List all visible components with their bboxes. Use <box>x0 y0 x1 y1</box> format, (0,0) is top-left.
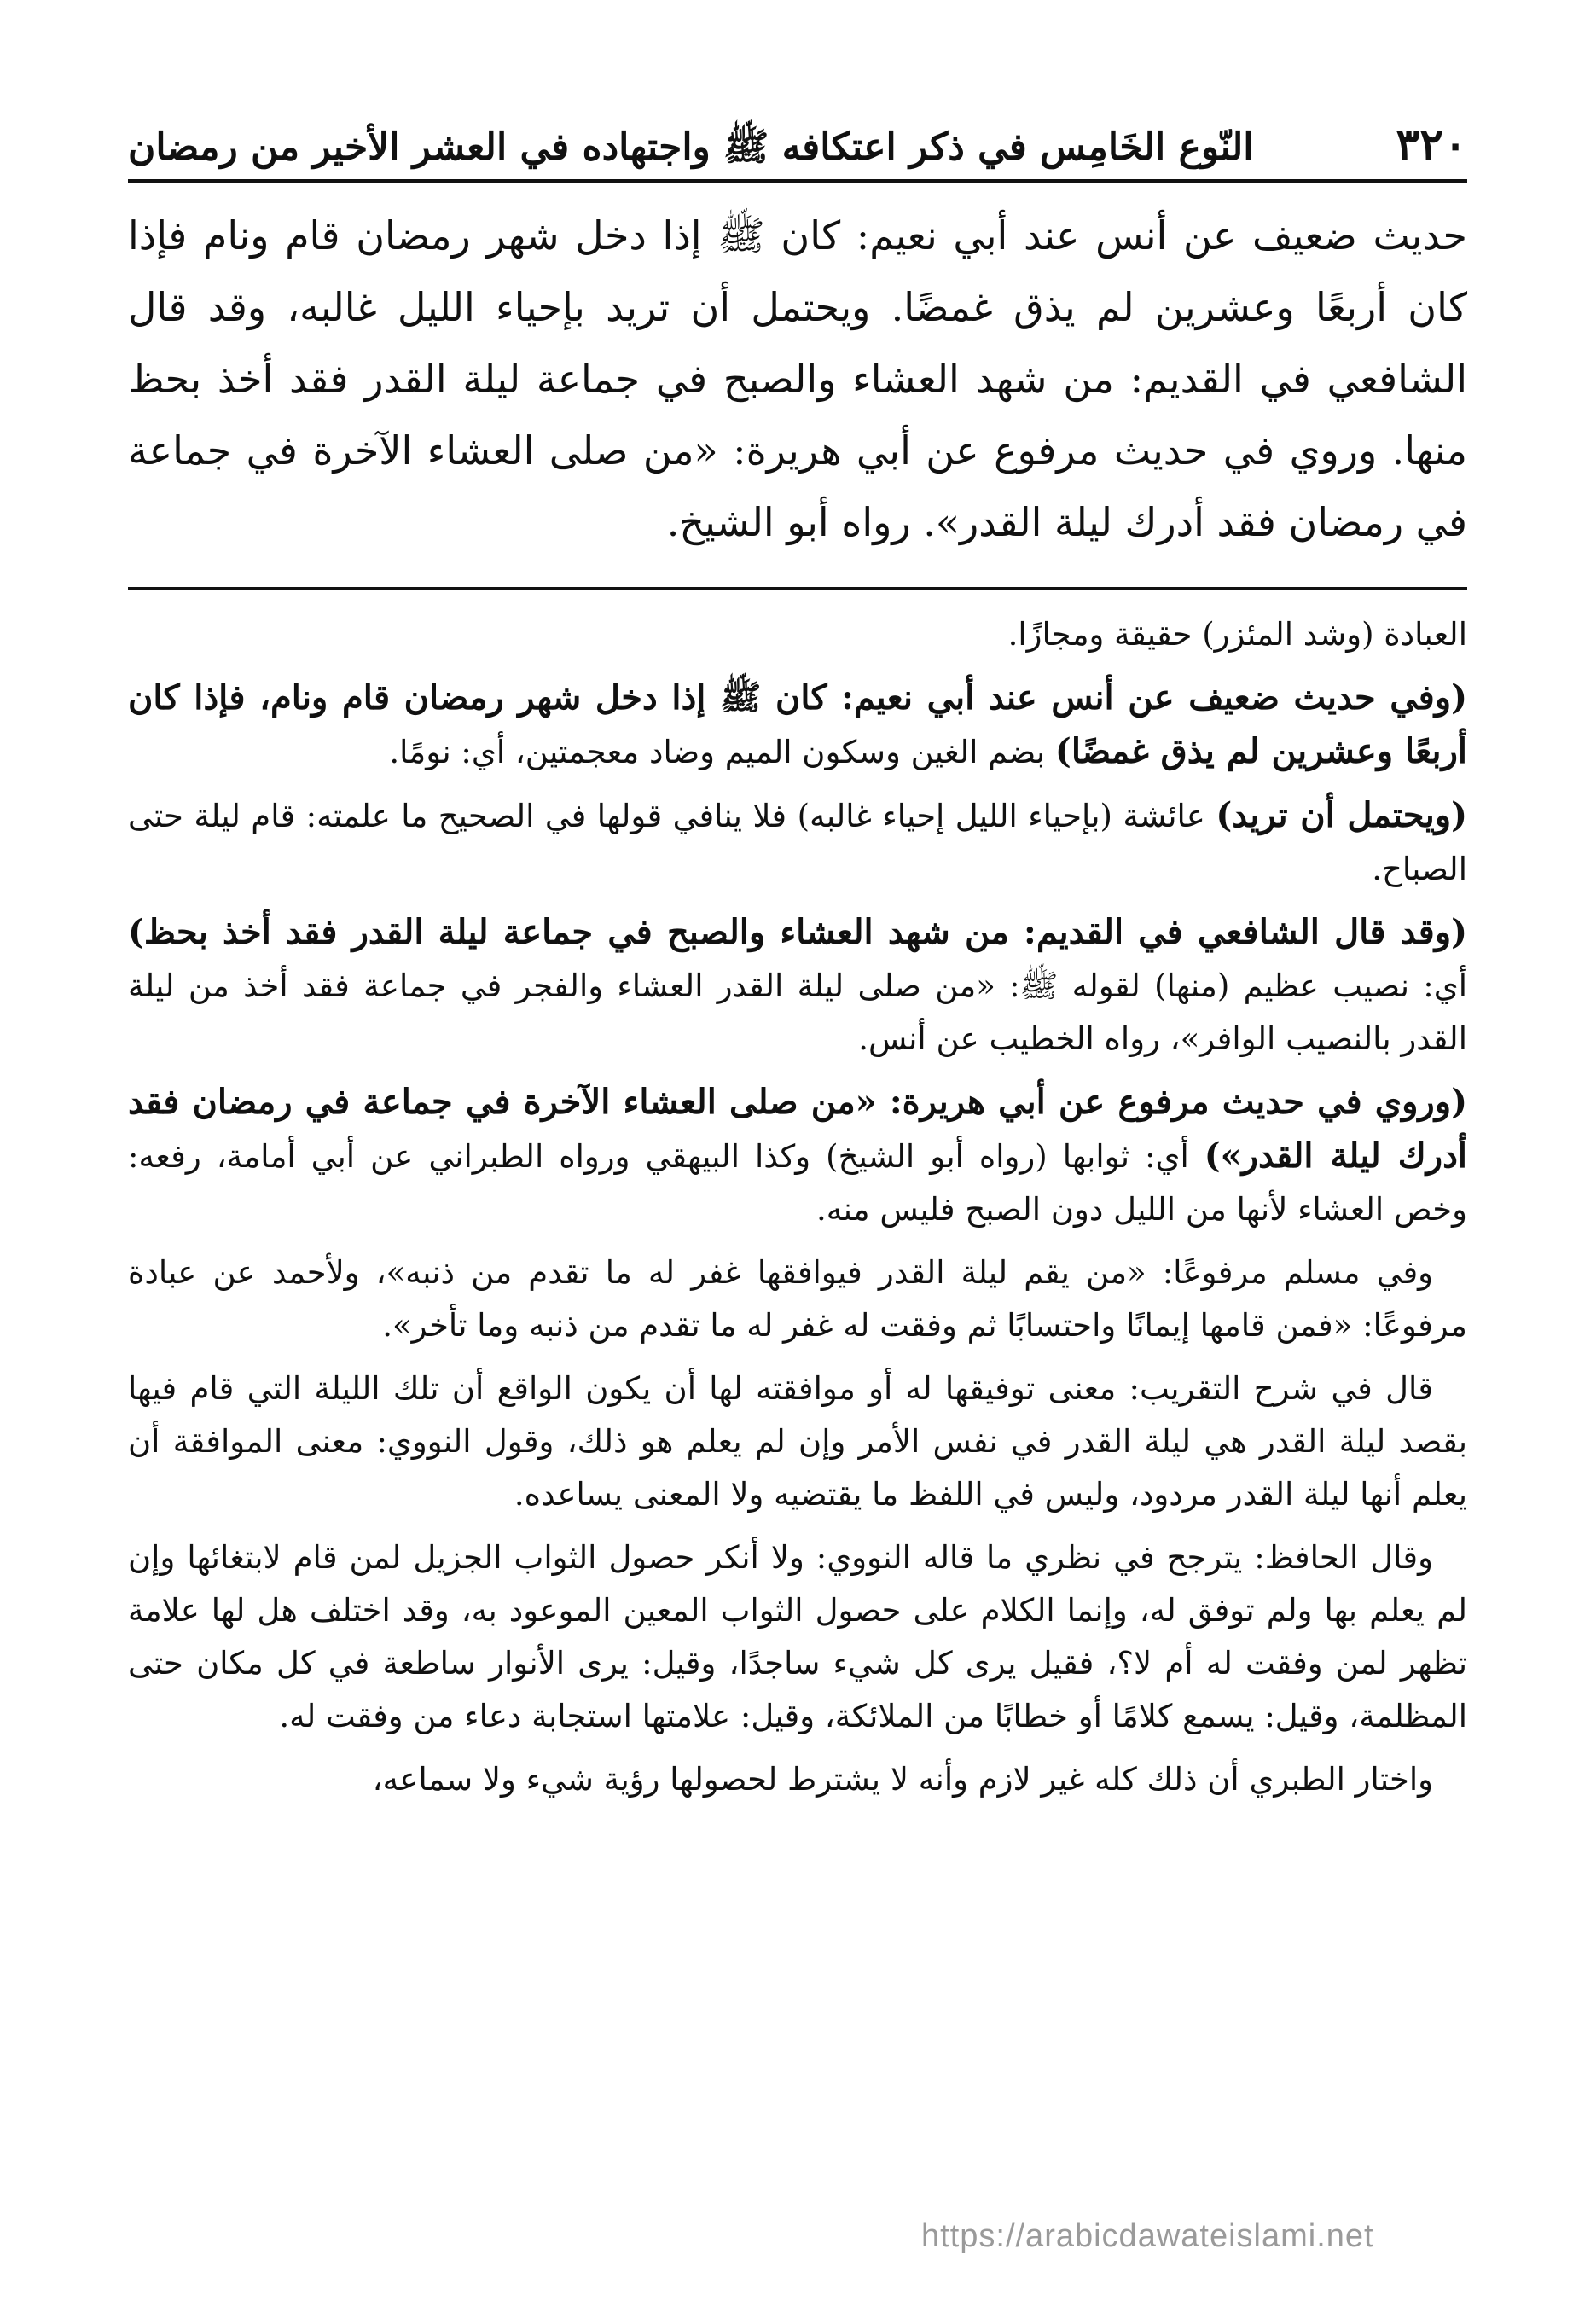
book-page <box>128 111 1467 1816</box>
commentary-paragraph: قال في شرح التقريب: معنى توفيقها له أو موافقته لها أن يكون الواقع أن تلك الليلة التي قام فيها بقصد ليلة القدر هي ليلة القدر في نفس الأمر وإن لم يعلم هو ذلك، وقول النووي: معنى الموافقة أن يعلم أنها ليلة القدر مردود، وليس في اللفظ ما يقتضيه ولا المعنى يساعده. <box>128 1370 1467 1513</box>
commentary-paragraph: (وقد قال الشافعي في القديم: من شهد العشاء والصبح في جماعة ليلة القدر فقد أخذ بحظ) أي: نصيب عظيم (منها) لقوله ﷺ: «من صلى ليلة القدر العشاء والفجر في جماعة فقد أخذ من ليلة القدر بالنصيب الوافر»، رواه الخطيب عن أنس. <box>128 912 1467 1057</box>
page-number: ٣٢٠ <box>1396 119 1467 171</box>
commentary-paragraph: وفي مسلم مرفوعًا: «من يقم ليلة القدر فيوافقها غفر له ما تقدم من ذنبه»، ولأحمد عن عبادة مرفوعًا: «فمن قامها إيمانًا واحتسابًا ثم وفقت له غفر له ما تقدم من ذنبه وما تأخر». <box>128 1254 1467 1344</box>
separator-line <box>128 587 1467 590</box>
commentary-paragraph: وقال الحافظ: يترجح في نظري ما قاله النووي: ولا أنكر حصول الثواب الجزيل لمن قام لابتغائها وإن لم يعلم بها ولم توفق له، وإنما الكلام على حصول الثواب المعين الموعود به، وقد اختلف هل لها علامة تظهر لمن وفقت له أم لا؟، فقيل يرى كل شيء ساجدًا، وقيل: يرى الأنوار ساطعة في كل مكان حتى المظلمة، وقيل: يسمع كلامًا أو خطابًا من الملائكة، وقيل: علامتها استجابة دعاء من وفقت له. <box>128 1539 1467 1734</box>
watermark-url: https://arabicdawateislami.net <box>921 2218 1374 2254</box>
commentary <box>128 608 1467 1806</box>
commentary-paragraph: (وروي في حديث مرفوع عن أبي هريرة: «من صلى العشاء الآخرة في جماعة في رمضان فقد أدرك ليلة القدر») أي: ثوابها (رواه أبو الشيخ) وكذا البيهقي ورواه الطبراني عن أبي أمامة، رفعه: وخص العشاء لأنها من الليل دون الصبح فليس منه. <box>128 1082 1468 1228</box>
commentary-paragraph: واختار الطبري أن ذلك كله غير لازم وأنه لا يشترط لحصولها رؤية شيء ولا سماعه، <box>372 1761 1433 1798</box>
commentary-paragraph: (وفي حديث ضعيف عن أنس عند أبي نعيم: كان ﷺ إذا دخل شهر رمضان قام ونام، فإذا كان أربعًا وعشرين لم يذق غمضًا) بضم الغين وسكون الميم وضاد معجمتين، أي: نومًا. <box>128 677 1467 771</box>
chapter-title: النّوع الخَامِس في ذكر اعتكافه ﷺ واجتهاده في العشر الأخير من رمضان <box>128 125 1254 169</box>
main-text: حديث ضعيف عن أنس عند أبي نعيم: كان ﷺ إذا دخل شهر رمضان قام ونام فإذا كان أربعًا وعشرين لم يذق غمضًا. ويحتمل أن تريد بإحياء الليل غالبه، وقد قال الشافعي في القديم: من شهد العشاء والصبح في جماعة ليلة القدر فقد أخذ بحظ منها. وروي في حديث مرفوع عن أبي هريرة: «من صلى العشاء الآخرة في جماعة في رمضان فقد أدرك ليلة القدر». رواه أبو الشيخ. <box>128 212 1467 545</box>
commentary-paragraph: (ويحتمل أن تريد) عائشة (بإحياء الليل إحياء غالبه) فلا ينافي قولها في الصحيح ما علمته: قام ليلة حتى الصباح. <box>128 795 1468 887</box>
commentary-paragraph: العبادة (وشد المئزر) حقيقة ومجازًا. <box>1007 616 1467 653</box>
running-header <box>128 111 1467 183</box>
